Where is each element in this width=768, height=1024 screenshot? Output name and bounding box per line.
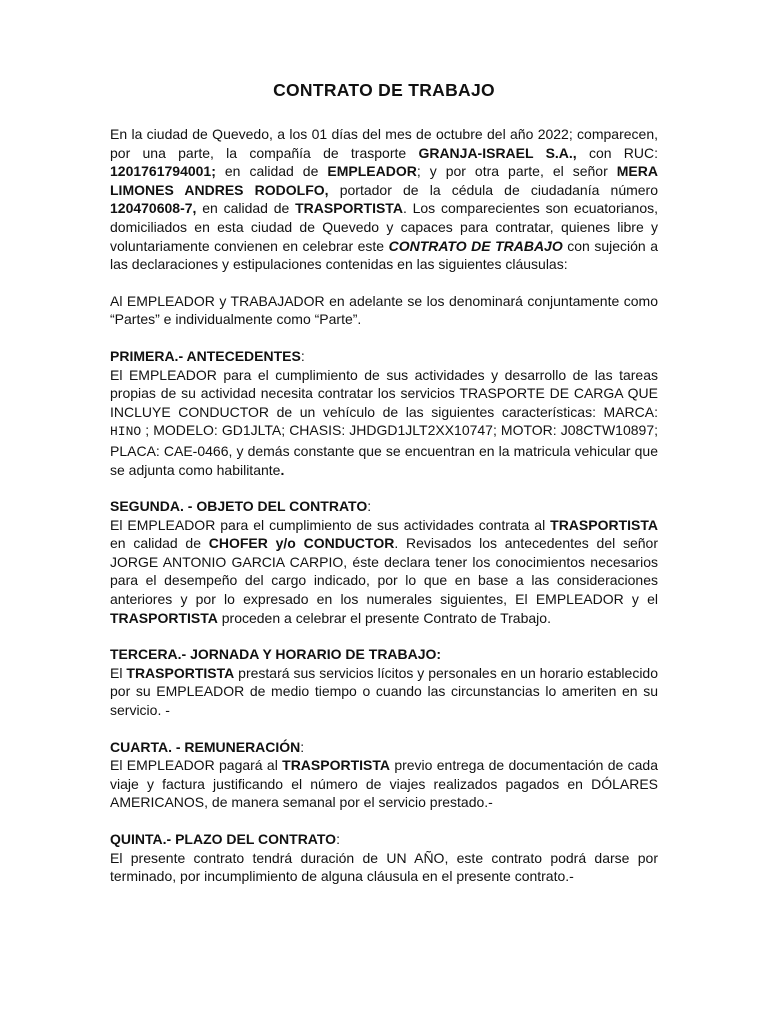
intro-text: . Los comparecientes son ecuatorianos, domiciliados en esta ciudad de Quevedo y capaces para contratar, quienes libre y voluntariamente convienen en celebrar este xyxy=(110,200,658,254)
clause-body xyxy=(110,516,658,628)
worker-name: MERA LIMONES ANDRES RODOLFO, xyxy=(110,163,658,198)
clause-heading-colon: : xyxy=(336,831,340,847)
clause-text: El EMPLEADOR para el cumplimiento de sus actividades contrata al xyxy=(110,516,551,533)
worker-id-number: 120470608-7, xyxy=(110,200,197,217)
clause-text: El EMPLEADOR pagará al xyxy=(110,757,283,774)
worker-role: TRASPORTISTA xyxy=(282,757,390,774)
company-name: GRANJA-ISRAEL S.A., xyxy=(418,144,577,161)
intro-text: portador de la cédula de ciudadanía número xyxy=(328,181,659,198)
clause-heading xyxy=(110,645,658,664)
clause-body xyxy=(110,664,658,720)
intro-text: con RUC: xyxy=(576,144,659,161)
clause-heading-text: TERCERA.- JORNADA Y HORARIO DE TRABAJO: xyxy=(110,646,442,663)
clause-heading-text: PRIMERA.- ANTECEDENTES xyxy=(110,347,301,364)
employer-role: EMPLEADOR xyxy=(327,163,417,180)
clause-text: previo entrega de documentación de cada viaje y factura justificando el número de viajes realizados pagados en DÓLARES AMERICANOS, de manera semanal por el servicio prestado.- xyxy=(110,757,659,811)
clause-primera xyxy=(110,347,658,479)
clause-heading xyxy=(110,738,658,757)
clause-text: en calidad de xyxy=(110,535,209,552)
intro-text: en calidad de xyxy=(215,163,328,180)
company-ruc: 1201761794001; xyxy=(110,163,216,180)
clause-text: El xyxy=(110,664,127,681)
clause-heading-text: SEGUNDA. - OBJETO DEL CONTRATO xyxy=(110,498,368,515)
intro-text: con sujeción a las declaraciones y estipulaciones contenidas en las siguientes cláusulas: xyxy=(110,237,658,273)
clause-heading xyxy=(110,830,658,849)
clause-heading-colon: : xyxy=(300,347,305,364)
clause-segunda xyxy=(110,497,658,627)
clause-heading-colon: : xyxy=(367,498,372,515)
worker-role: TRASPORTISTA xyxy=(550,516,658,533)
job-position: CHOFER y/o CONDUCTOR xyxy=(208,535,395,552)
clause-heading xyxy=(110,497,658,516)
clause-text: prestará sus servicios lícitos y personales en un horario establecido por su EMPLEADOR de medio tiempo o cuando las circunstancias lo ameriten en su servicio. - xyxy=(110,664,658,719)
worker-role: TRASPORTISTA xyxy=(110,609,218,626)
contract-name: CONTRATO DE TRABAJO xyxy=(388,237,563,254)
clause-heading xyxy=(110,347,658,366)
clause-heading-text: CUARTA. - REMUNERACIÓN xyxy=(110,738,301,755)
intro-text: en calidad de xyxy=(196,200,296,217)
intro-text: En la ciudad de Quevedo, a los 01 días del mes de octubre del año 2022; comparecen, por una parte, la compañía de trasporte xyxy=(110,126,658,161)
clause-body: El presente contrato tendrá duración de UN AÑO, este contrato podrá darse por terminado, por incumplimiento de alguna cláusula en el presente contrato.- xyxy=(110,849,658,885)
clause-body xyxy=(110,366,658,480)
clause-heading-text: QUINTA.- PLAZO DEL CONTRATO xyxy=(110,831,337,847)
clause-text: El EMPLEADOR para el cumplimiento de sus actividades y desarrollo de las tareas propias de su actividad necesita contratar los servicios TRASPORTE DE CARGA QUE INCLUYE CONDUCTOR de un vehículo de las siguientes características: MARCA: xyxy=(110,366,658,420)
clause-body xyxy=(110,756,658,812)
clause-tercera xyxy=(110,645,658,719)
clause-text: proceden a celebrar el presente Contrato de Trabajo. xyxy=(217,609,551,626)
intro-text: ; y por otra parte, el señor xyxy=(416,163,617,180)
clause-quinta xyxy=(110,830,658,886)
clause-text: ; MODELO: GD1JLTA; CHASIS: JHDGD1JLT2XX10747; MOTOR: J08CTW10897; PLACA: CAE-0466, y demás constante que se encuentran en la matricula vehicular que se adjunta como habilitante xyxy=(110,422,658,478)
clause-text: . Revisados los antecedentes del señor JORGE ANTONIO GARCIA CARPIO, éste declara tener los conocimientos necesarios para el desempeño del cargo indicado, por lo que en base a las consideraciones anteriores y por lo expresado en los numerales siguientes, El EMPLEADOR y el xyxy=(110,535,659,608)
clause-cuarta xyxy=(110,738,658,812)
worker-role: TRASPORTISTA xyxy=(126,664,235,681)
vehicle-brand: HINO xyxy=(110,424,142,440)
document-title: CONTRATO DE TRABAJO xyxy=(273,80,495,100)
clause-text: . xyxy=(280,461,285,478)
parties-paragraph: Al EMPLEADOR y TRABAJADOR en adelante se los denominará conjuntamente como “Partes” e individualmente como “Parte”. xyxy=(110,292,658,328)
intro-paragraph xyxy=(110,125,658,274)
worker-role: TRASPORTISTA xyxy=(295,200,403,217)
clause-heading-colon: : xyxy=(300,738,305,755)
